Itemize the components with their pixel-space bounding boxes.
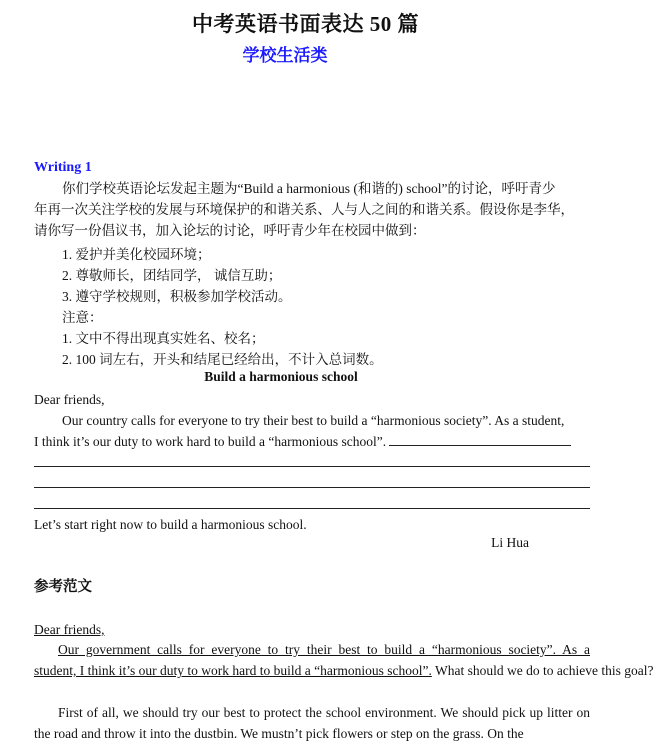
underlined-text: Our government calls for everyone to try their best to build a “harmonious society”. As a [58, 642, 590, 657]
body-line: I think it’s our duty to work hard to build a “harmonious school”. [34, 434, 387, 449]
essay-title: Build a harmonious school [204, 369, 358, 384]
reference-paragraph-2: First of all, we should try our best to protect the school environment. We should pick up litter on the road and throw it into the dustbin. We mustn’t pick flowers or step on the grass. On the [34, 705, 590, 741]
requirement-item: 1. 爱护并美化校园环境； [62, 247, 211, 262]
writing-label: Writing 1 [34, 160, 92, 175]
body-line: Our country calls for everyone to try their best to build a “harmonious society”. As a student, [62, 413, 565, 428]
page-title: 中考英语书面表达 50 篇 [192, 12, 419, 36]
answer-line[interactable] [34, 466, 590, 467]
greeting: Dear friends, [34, 392, 105, 407]
reference-heading: 参考范文 [34, 579, 92, 595]
prompt-line: 请你写一份倡议书，加入论坛的讨论，呼吁青少年在校园中做到： [34, 223, 426, 238]
notes-label: 注意： [62, 310, 103, 325]
note-item: 2. 100 词左右，开头和结尾已经给出，不计入总词数。 [62, 352, 383, 367]
closing-line: Let’s start right now to build a harmonious school. [34, 517, 307, 532]
reference-paragraph-1 [34, 639, 654, 681]
prompt-line: 你们学校英语论坛发起主题为“Build a harmonious (和谐的) school”的讨论，呼吁青少 [62, 181, 556, 196]
note-item: 1. 文中不得出现真实姓名、校名； [62, 331, 265, 346]
answer-line[interactable] [34, 508, 590, 509]
prompt-line: 年再一次关注学校的发展与环境保护的和谐关系、人与人之间的和谐关系。假设你是李华， [34, 202, 574, 217]
answer-line[interactable] [34, 487, 590, 488]
requirement-item: 2. 尊敬师长，团结同学， 诚信互助； [62, 268, 282, 283]
requirement-item: 3. 遵守学校规则，积极参加学校活动。 [62, 289, 292, 304]
paragraph-text: What should we do to achieve this goal? [431, 663, 654, 678]
reference-greeting: Dear friends, [34, 622, 105, 637]
prompt-paragraph [34, 178, 590, 241]
underlined-text: student, I think it’s our duty to work hard to build a “harmonious school”. [34, 663, 432, 678]
category-subtitle: 学校生活类 [242, 46, 328, 65]
answer-blank[interactable] [389, 433, 571, 446]
signature: Li Hua [491, 535, 529, 550]
body-line-with-blank [34, 431, 571, 452]
